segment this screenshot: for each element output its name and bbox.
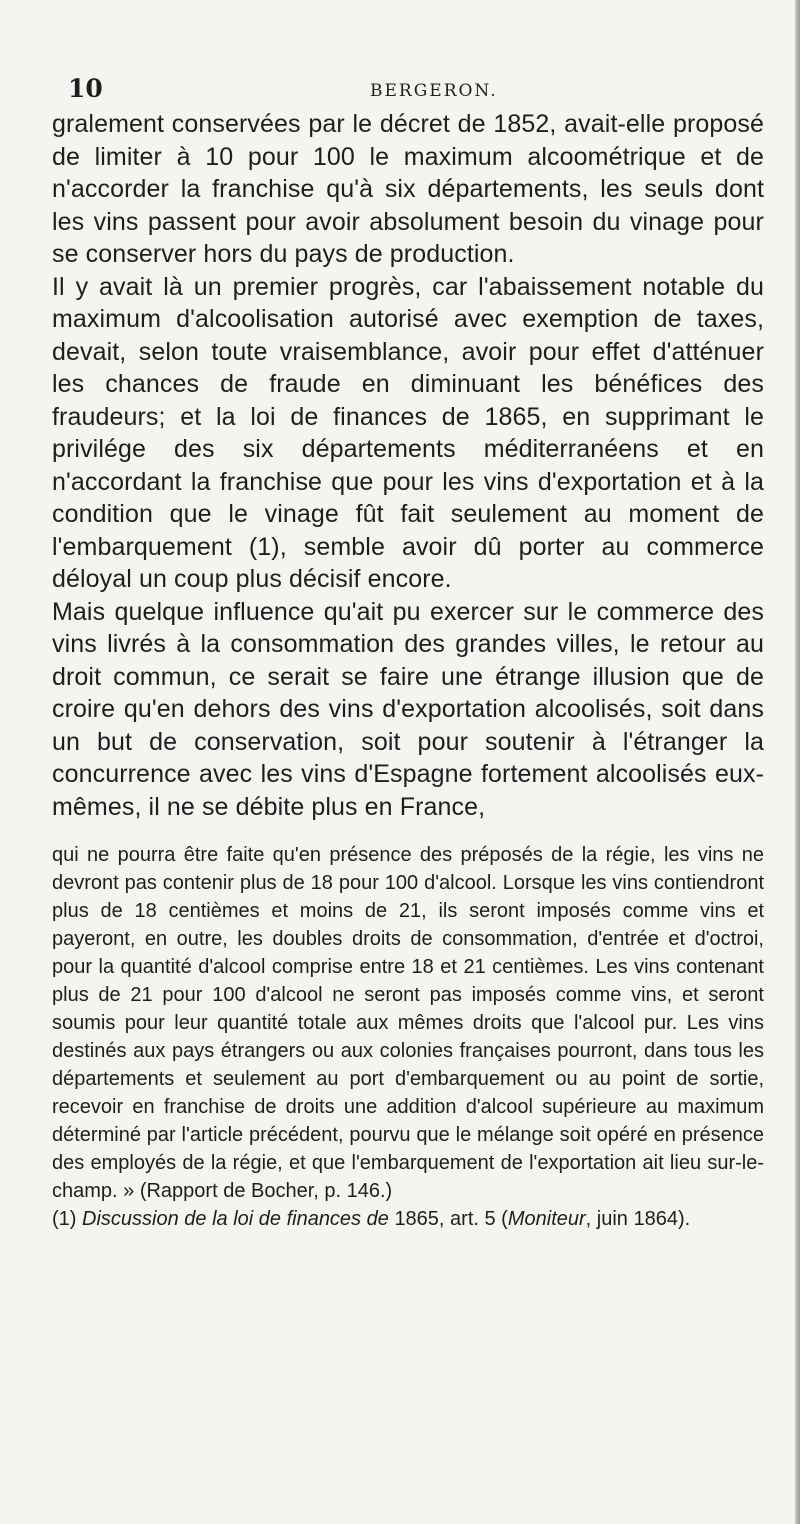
footnote-continuation: qui ne pourra être faite qu'en présence des préposés de la régie, les vins ne devront pas contenir plus de 18 pour 100 d'alcool. Lorsque les vins contiendront plus de 18 centièmes et moins de 21, ils seront imposés comme vins et payeront, en outre, les doubles droits de consommation, d'entrée et d'octroi, pour la quantité d'alcool comprise entre 18 et 21 centièmes. Les vins contenant plus de 21 pour 100 d'alcool ne seront pas imposés comme vins, et seront soumis pour leur quantité totale aux mêmes droits que l'alcool pur. Les vins destinés aux pays étrangers ou aux colonies françaises pourront, dans tous les départements et seulement au port d'embarquement ou au point de sortie, recevoir en franchise de droits une addition d'alcool supérieure au maximum déterminé par l'article précédent, pourvu que le mélange soit opéré en présence des employés de la régie, et que l'embarquement de l'exportation ait lieu sur-le-champ. » (Rapport de Bocher, p. 146.) [52, 844, 764, 1202]
running-head: BERGERON. [370, 81, 498, 101]
paragraph-3: Mais quelque influence qu'ait pu exercer sur le commerce des vins livrés à la consommation des grandes villes, le retour au droit commun, ce serait se faire une étrange illusion que de croire qu'en dehors des vins d'exportation alcoolisés, soit dans un but de conservation, soit pour soutenir à l'étranger la concurrence avec les vins d'Espagne fortement alcoolisés eux-mêmes, il ne se débite plus en France, [52, 597, 764, 821]
page-header [52, 74, 764, 108]
paragraph-1: gralement conservées par le décret de 1852, avait-elle proposé de limiter à 10 pour 100 le maximum alcoométrique et de n'accorder la franchise qu'à six départements, les seuls dont les vins passent pour avoir absolument besoin du vinage pour se conserver hors du pays de production. [52, 110, 764, 268]
main-text [52, 108, 764, 823]
footnote-1 [52, 1205, 764, 1233]
footnote-1-date: , juin 1864). [585, 1208, 691, 1230]
document-page [52, 74, 764, 1233]
footnote-1-title: Discussion de la loi de finances de [82, 1208, 389, 1230]
page-edge-shadow [795, 0, 800, 1524]
footnote-1-marker: (1) [52, 1208, 77, 1230]
page-number: 10 [68, 74, 103, 103]
paragraph-2: Il y avait là un premier progrès, car l'abaissement notable du maximum d'alcoolisation autorisé avec exemption de taxes, devait, selon toute vraisemblance, avoir pour effet d'atténuer les chances de fraude en diminuant les bénéfices des fraudeurs; et la loi de finances de 1865, en supprimant le privilége des six départements méditerranéens et en n'accordant la franchise que pour les vins d'exportation et à la condition que le vinage fût fait seulement au moment de l'embarquement (1), semble avoir dû porter au commerce déloyal un coup plus décisif encore. [52, 272, 764, 593]
footnote-1-year: 1865, art. 5 ( [394, 1208, 508, 1230]
footnote-1-source: Moniteur [507, 1208, 586, 1230]
footnotes [52, 841, 764, 1233]
